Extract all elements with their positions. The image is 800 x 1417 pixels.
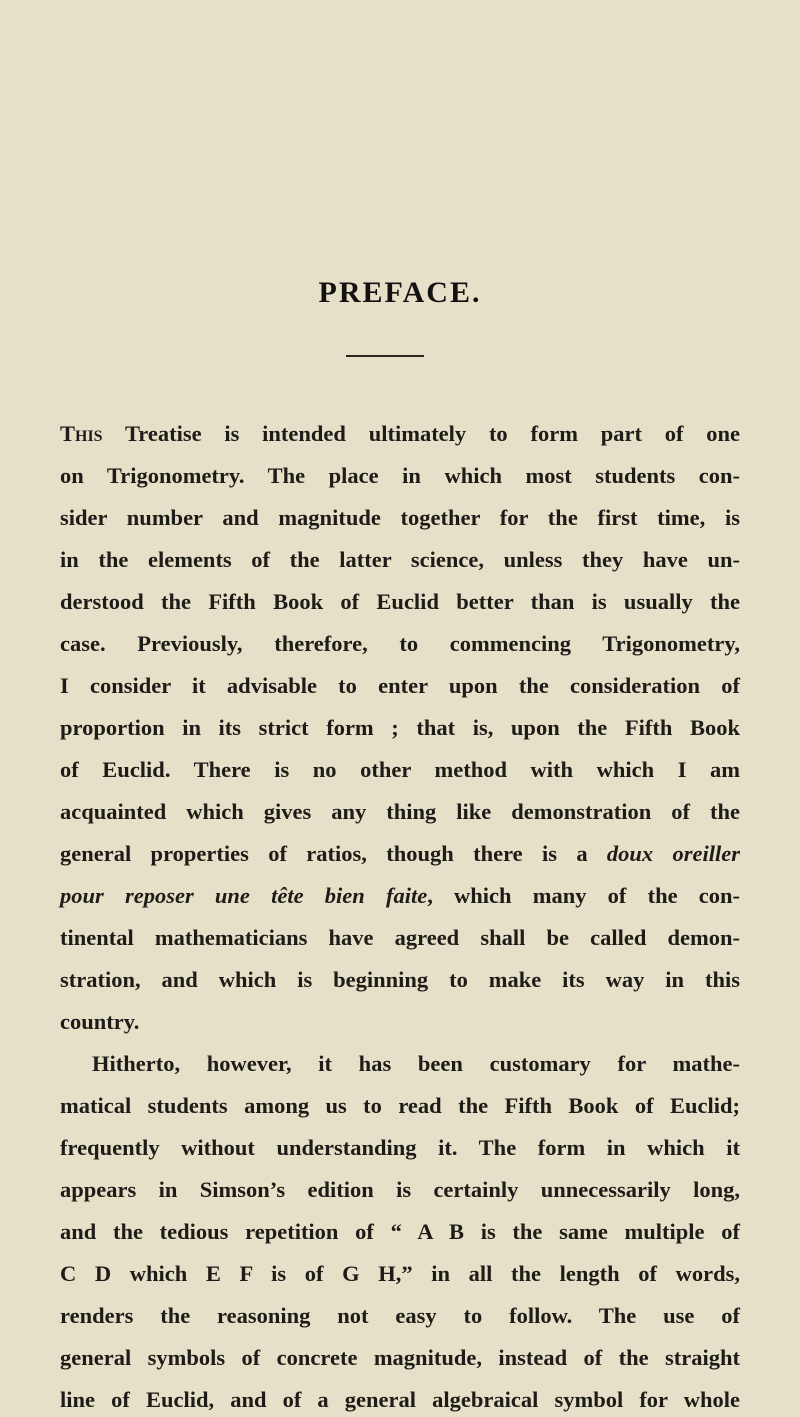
text-line: appears in Simson’s edition is certainly unnecessarily long, <box>60 1177 740 1202</box>
italic-phrase: pour reposer une tête bien faite <box>60 883 428 908</box>
title-rule <box>346 355 424 357</box>
text-line: proportion in its strict form ; that is, upon the Fifth Book <box>60 715 740 740</box>
text-line: general properties of ratios, though there is a doux oreiller <box>60 841 740 866</box>
text-line: I consider it advisable to enter upon the consideration of <box>60 673 740 698</box>
text-line: matical students among us to read the Fifth Book of Euclid; <box>60 1093 740 1118</box>
text-line: stration, and which is beginning to make its way in this <box>60 967 740 992</box>
text-line: line of Euclid, and of a general algebraical symbol for whole <box>60 1387 740 1412</box>
text-line: general symbols of concrete magnitude, instead of the straight <box>60 1345 740 1370</box>
text-line: and the tedious repetition of “ A B is the same multiple of <box>60 1219 740 1244</box>
text-line: frequently without understanding it. The form in which it <box>60 1135 740 1160</box>
text-line: on Trigonometry. The place in which most students con- <box>60 463 740 488</box>
text-line: renders the reasoning not easy to follow. The use of <box>60 1303 740 1328</box>
italic-phrase: doux oreiller <box>606 841 740 866</box>
text-line: of Euclid. There is no other method with which I am <box>60 757 740 782</box>
page-title: PREFACE. <box>318 276 482 309</box>
text-line: acquainted which gives any thing like demonstration of the <box>60 799 740 824</box>
text-line: derstood the Fifth Book of Euclid better than is usually the <box>60 589 740 614</box>
text-line: in the elements of the latter science, unless they have un- <box>60 547 740 572</box>
text-line: This Treatise is intended ultimately to form part of one <box>60 421 740 446</box>
text-line: country. <box>60 1009 140 1034</box>
lead-word: This <box>60 421 103 446</box>
text-line: tinental mathematicians have agreed shall be called demon- <box>60 925 740 950</box>
text-line: sider number and magnitude together for the first time, is <box>60 505 740 530</box>
text-line: Hitherto, however, it has been customary for mathe- <box>92 1051 740 1076</box>
text-line: pour reposer une tête bien faite, which many of the con- <box>60 883 741 908</box>
text-line: C D which E F is of G H,” in all the length of words, <box>60 1261 740 1286</box>
text-line: case. Previously, therefore, to commencing Trigonometry, <box>60 631 740 656</box>
